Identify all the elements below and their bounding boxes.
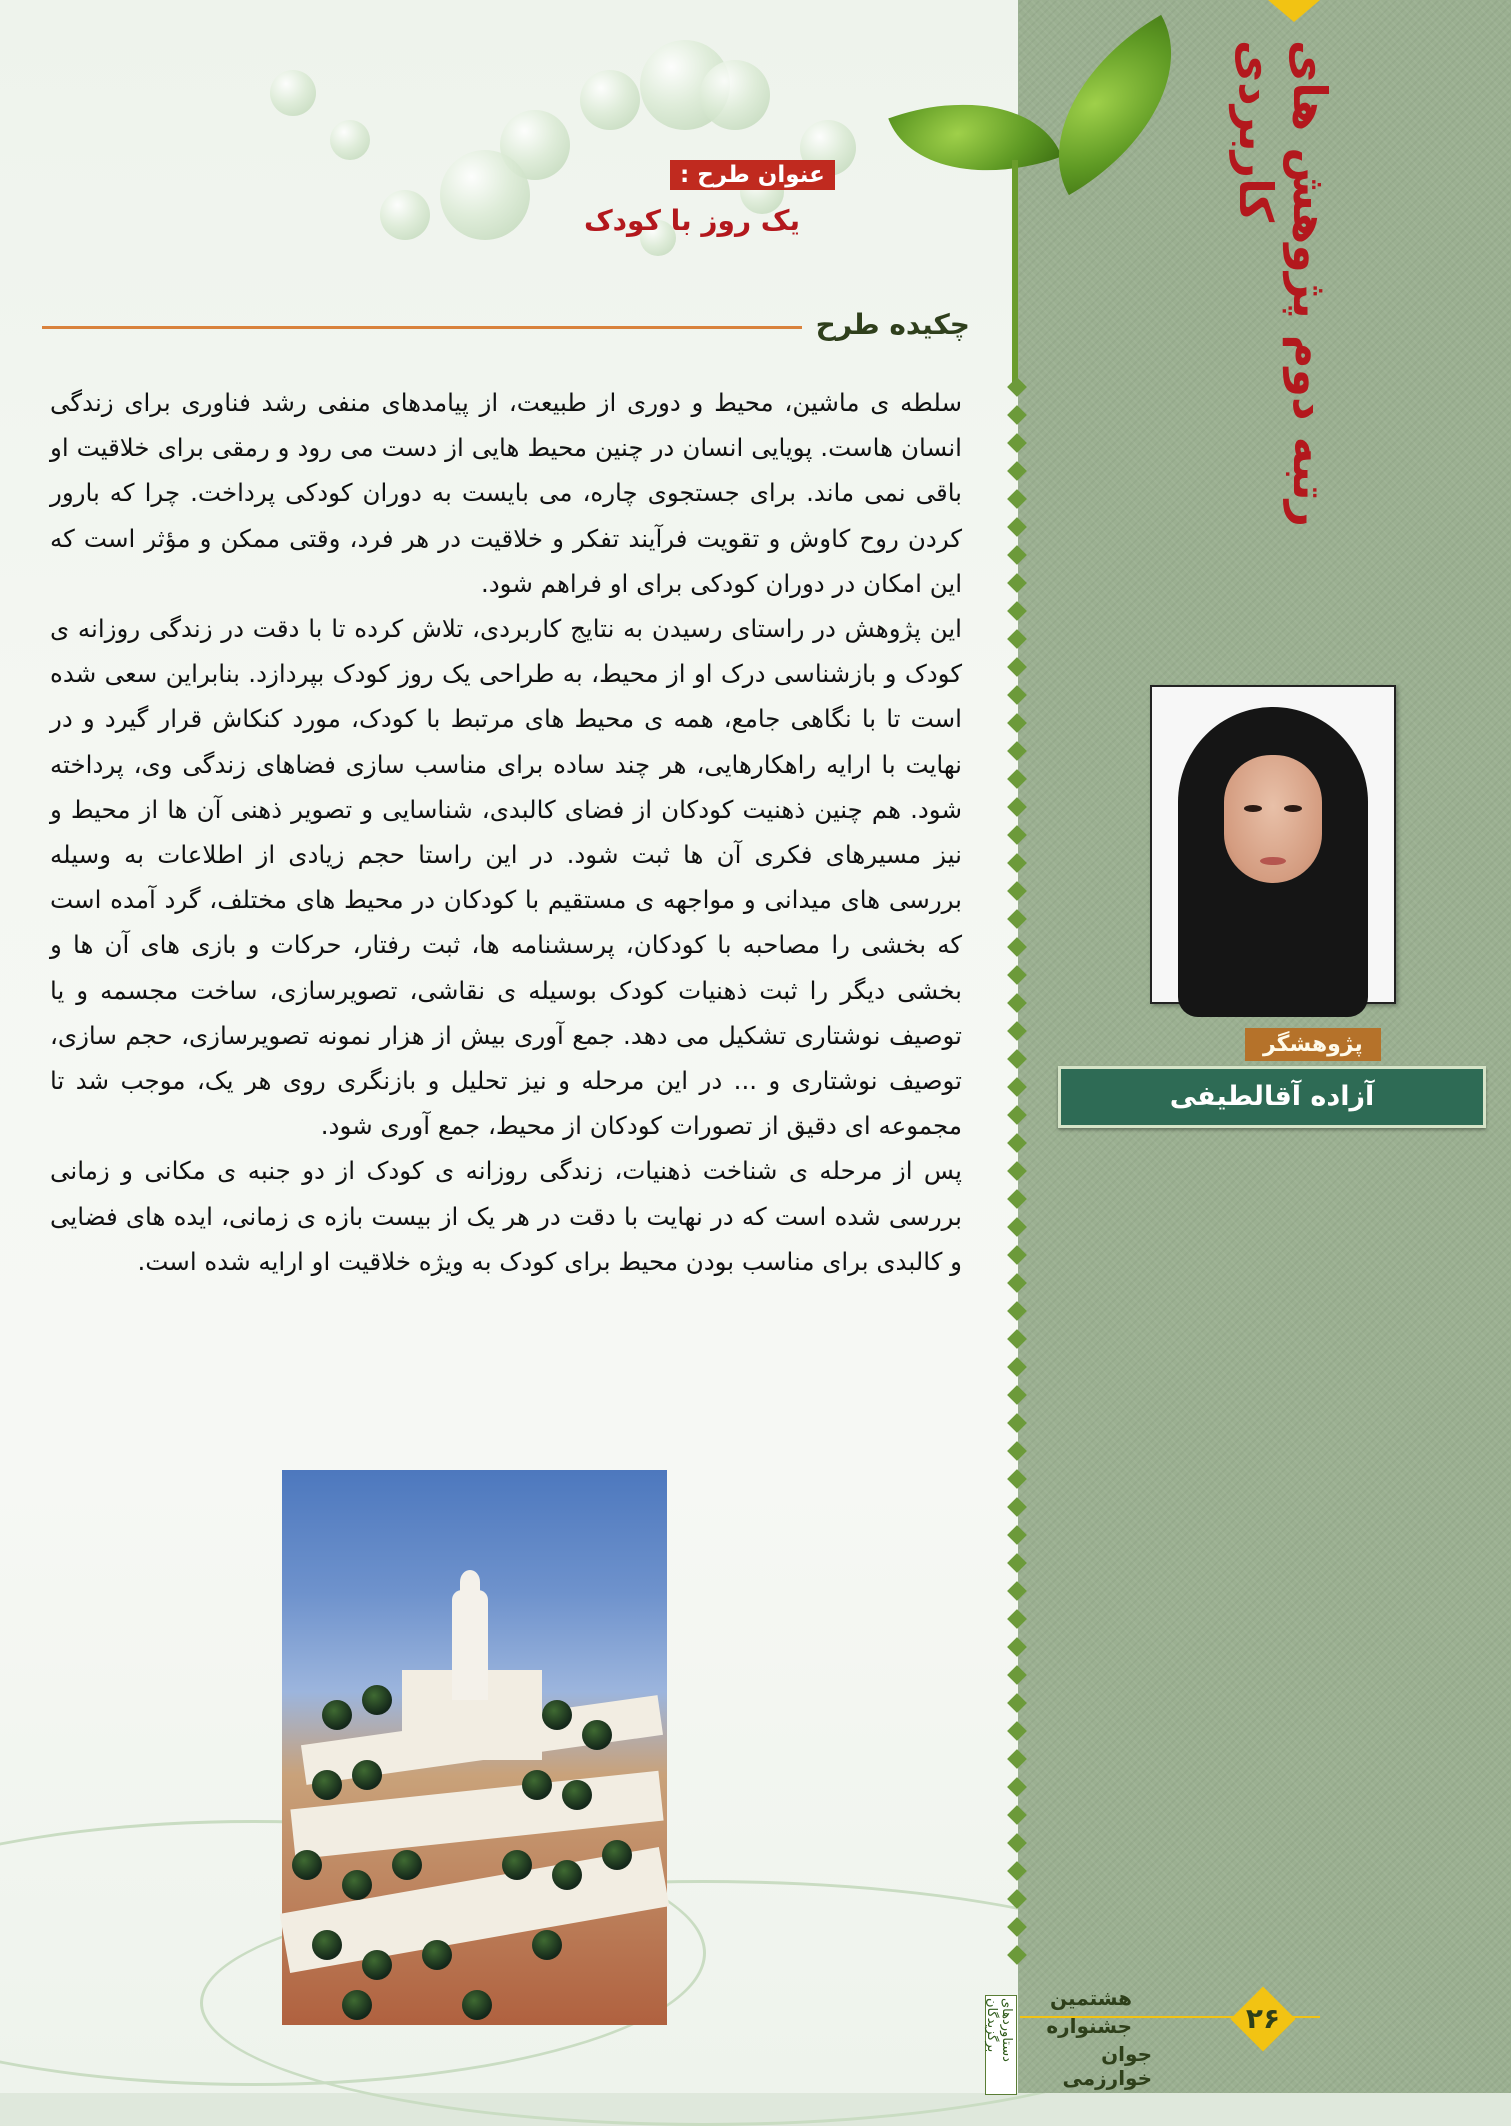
project-label: عنوان طرح : [670, 160, 835, 190]
award-rank-title: رتبه دوم پژوهش های کاربردی [1229, 40, 1337, 528]
diamond-dot-strip [1004, 380, 1030, 1980]
decorative-bubble [270, 70, 316, 116]
architectural-model-photo [282, 1470, 667, 2025]
decorative-bubble [330, 120, 370, 160]
abstract-body [50, 380, 962, 1284]
footer-strip-text: دستاوردهای برگزیدگان [984, 1998, 1014, 2062]
researcher-name: آزاده آقالطیفی [1058, 1066, 1486, 1128]
leaf-stem [1012, 160, 1018, 390]
corner-marker-icon [1268, 0, 1320, 22]
festival-name-line3: جوان خوارزمی [1062, 2042, 1152, 2090]
festival-name-line2: جشنواره [1046, 2014, 1132, 2038]
page-number: ۲۶ [1245, 2002, 1281, 2035]
abstract-paragraph: پس از مرحله ی شناخت ذهنیات، زندگی روزانه ی کودک از دو جنبه ی مکانی و زمانی بررسی شده است که در نهایت با دقت در هر یک از بیست بازه ی زمانی، ایده های فضایی و کالبدی برای مناسب بودن محیط برای کودک به ویژه خلاقیت او ارایه شده است. [50, 1156, 962, 1276]
abstract-paragraph: این پژوهش در راستای رسیدن به نتایج کاربردی، تلاش کرده تا با دقت در زندگی روزانه ی کودک و بازشناسی درک او از محیط، به طراحی یک روز کودک بپردازد. بنابراین سعی شده است تا با نگاهی جامع، همه ی محیط های مرتبط با کودک، مورد کنکاش قرار گیرد و در نهایت با ارایه راهکارهایی، هر چند ساده برای مناسب سازی فضاهای زندگی وی، پرداخته شود. هم چنین ذهنیت کودکان از فضای کالبدی، شناسایی و تصویر ذهنی آن ها از محیط و نیز مسیرهای فکری آن ها ثبت شود. در این راستا حجم زیادی از اطلاعات به وسیله بررسی های میدانی و مواجهه ی مستقیم با کودکان در محیط های مختلف، گرد آمده است که بخشی را مصاحبه با کودکان، پرسشنامه ها، ثبت رفتار، حرکات و بازی های آن ها و بخشی دیگر را ثبت ذهنیات کودک بوسیله ی نقاشی، تصویرسازی، ساخت مجسمه و یا توصیف نوشتاری تشکیل می دهد. جمع آوری بیش از هزار نمونه تصویرسازی، حجم سازی، توصیف نوشتاری و ... در این مرحله و نیز تحلیل و بازنگری روی هر یک، موجب شد تا مجموعه ای دقیق از تصورات کودکان از محیط، جمع آوری شود. [50, 614, 962, 1141]
abstract-paragraph: سلطه ی ماشین، محیط و دوری از طبیعت، از پیامدهای منفی رشد فناوری برای زندگی انسان هاست. پویایی انسان در چنین محیط هایی از دست می رود و رمقی برای خلاقیت او باقی نمی ماند. برای جستجوی چاره، می بایست به دوران کودکی پرداخت. چرا که بارور کردن روح کاوش و تقویت فرآیند تفکر و خلاقیت در هر فرد، وقتی ممکن و مؤثر است که این امکان در دوران کودکی برای او فراهم شود. [50, 388, 962, 598]
abstract-heading: چکیده طرح [815, 308, 970, 341]
heading-divider [42, 326, 802, 329]
decorative-bubble [580, 70, 640, 130]
decorative-bubble [380, 190, 430, 240]
festival-name-line1: هشتمین [1050, 1986, 1132, 2010]
project-title: یک روز با کودک [584, 204, 800, 237]
decorative-bubble [700, 60, 770, 130]
role-label: پژوهشگر [1245, 1028, 1381, 1061]
decorative-bubble [440, 150, 530, 240]
tower-shape [452, 1590, 488, 1700]
researcher-photo [1150, 685, 1396, 1004]
